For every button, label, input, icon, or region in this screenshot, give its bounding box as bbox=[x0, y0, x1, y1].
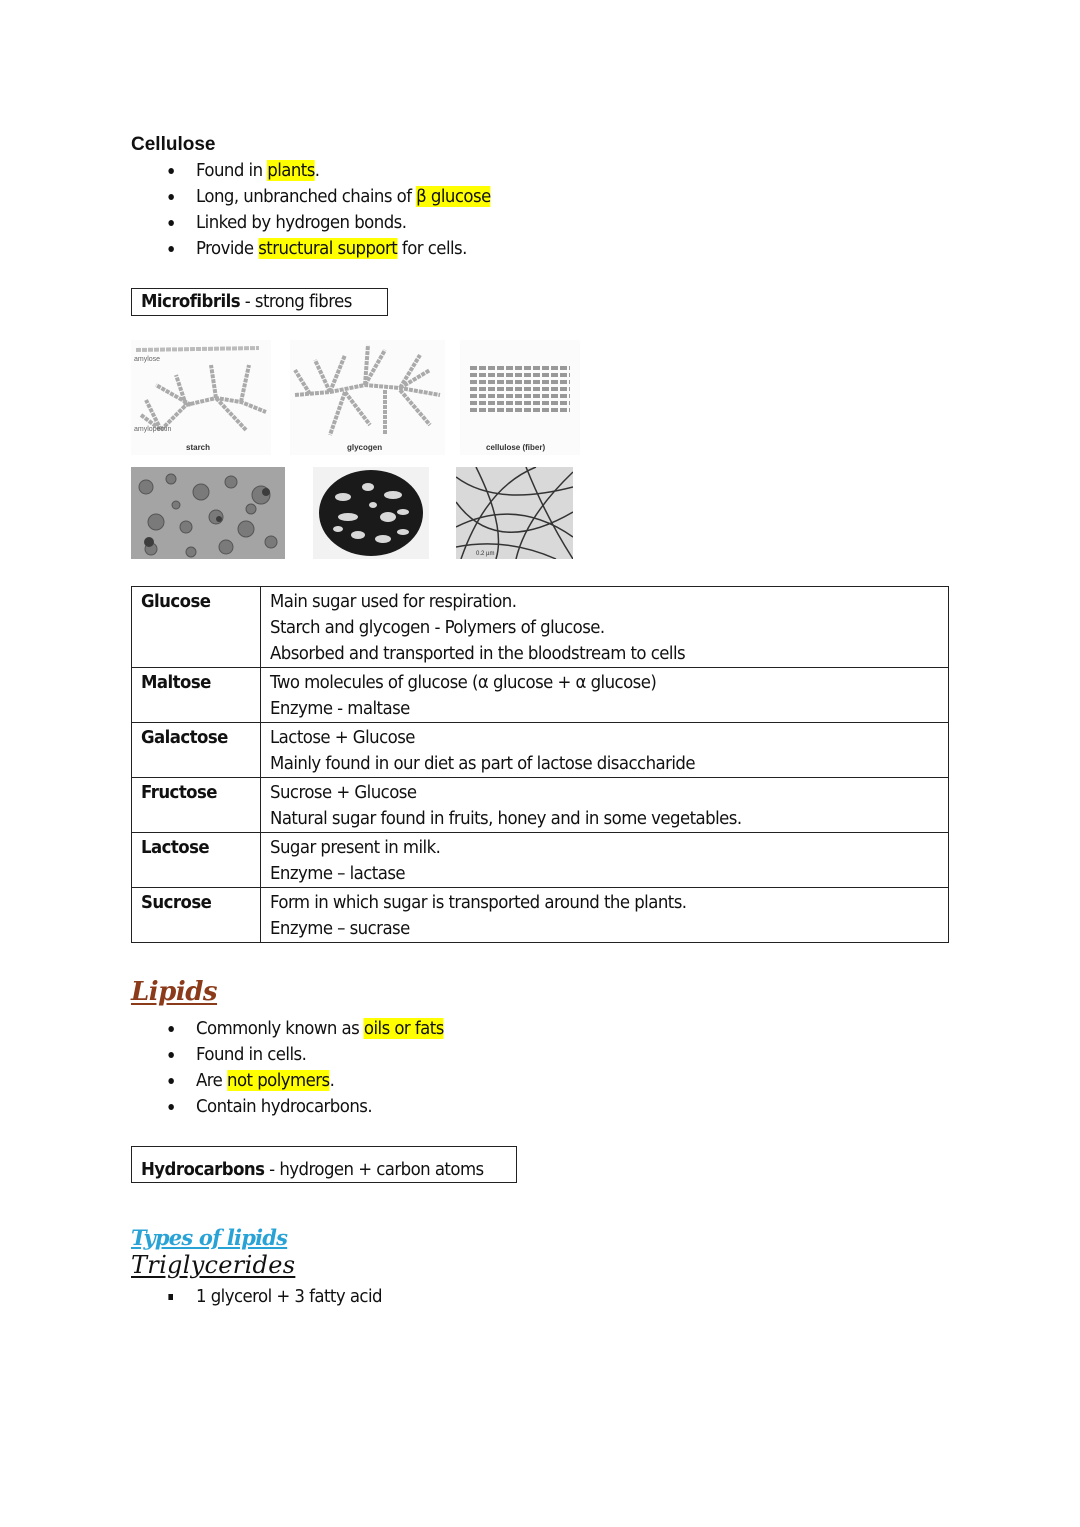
triglycerides-heading: Triglycerides bbox=[131, 1251, 296, 1279]
sugar-description-cell: Form in which sugar is transported around the plants. Enzyme – sucrase bbox=[261, 888, 949, 943]
definition-term: Microfibrils bbox=[141, 291, 241, 312]
cellulose-fiber-label: cellulose (fiber) bbox=[486, 443, 546, 452]
bullet-icon bbox=[168, 1052, 174, 1058]
sugar-description-cell: Main sugar used for respiration. Starch and glycogen - Polymers of glucose. Absorbed and transported in the bloodstream to cells bbox=[261, 587, 949, 668]
sugar-name-cell: Maltose bbox=[132, 668, 261, 723]
table-row bbox=[132, 888, 949, 943]
sugar-name-cell: Galactose bbox=[132, 723, 261, 778]
bullet-icon bbox=[168, 1104, 174, 1110]
highlight: not polymers bbox=[227, 1070, 330, 1091]
list-item: Found in plants. bbox=[196, 158, 491, 184]
highlight: structural support bbox=[258, 238, 398, 259]
cellulose-fibers-micrograph bbox=[456, 467, 573, 559]
starch-label: starch bbox=[186, 443, 211, 452]
hydrocarbons-definition-box bbox=[131, 1146, 517, 1183]
bullet-icon bbox=[168, 220, 174, 226]
sugar-name-cell: Glucose bbox=[132, 587, 261, 668]
cellulose-bullet-list bbox=[196, 158, 491, 262]
table-row bbox=[132, 778, 949, 833]
list-item: Contain hydrocarbons. bbox=[196, 1094, 444, 1120]
cellulose-heading: Cellulose bbox=[131, 134, 216, 155]
sugar-description-cell: Two molecules of glucose (α glucose + α glucose) Enzyme - maltase bbox=[261, 668, 949, 723]
glycogen-diagram bbox=[290, 340, 445, 455]
sugar-name-cell: Lactose bbox=[132, 833, 261, 888]
definition-term: Hydrocarbons bbox=[141, 1159, 265, 1180]
bullet-icon bbox=[168, 1078, 174, 1084]
list-item: Commonly known as oils or fats bbox=[196, 1016, 444, 1042]
square-bullet-icon bbox=[168, 1294, 173, 1300]
cellulose-fibers-image bbox=[456, 467, 573, 559]
sugars-table bbox=[131, 586, 949, 943]
glycogen-structure-icon bbox=[290, 340, 445, 455]
glycogen-label: glycogen bbox=[347, 443, 383, 452]
scale-bar-label: 0.2 µm bbox=[476, 551, 495, 557]
list-item: Long, unbranched chains of β glucose bbox=[196, 184, 491, 210]
starch-granules-micrograph bbox=[131, 467, 285, 559]
definition-text: - strong fibres bbox=[240, 291, 352, 312]
list-item: Found in cells. bbox=[196, 1042, 444, 1068]
lipids-bullet-list bbox=[196, 1016, 444, 1120]
types-of-lipids-heading: Types of lipids bbox=[131, 1225, 288, 1250]
table-row bbox=[132, 833, 949, 888]
highlight: plants bbox=[267, 160, 315, 181]
starch-granules-image bbox=[131, 467, 285, 559]
sugar-name-cell: Fructose bbox=[132, 778, 261, 833]
triglycerides-bullet-list bbox=[196, 1284, 382, 1310]
cellulose-structure-icon bbox=[460, 340, 580, 455]
microfibrils-definition-box bbox=[131, 288, 388, 316]
cellulose-diagram bbox=[460, 340, 580, 455]
definition-text: - hydrogen + carbon atoms bbox=[264, 1159, 484, 1180]
table-row bbox=[132, 668, 949, 723]
glycogen-cell-image bbox=[313, 467, 429, 559]
sugar-description-cell: Lactose + Glucose Mainly found in our diet as part of lactose disaccharide bbox=[261, 723, 949, 778]
table-row bbox=[132, 587, 949, 668]
starch-diagram bbox=[131, 340, 271, 455]
bullet-icon bbox=[168, 1026, 174, 1032]
list-item: Linked by hydrogen bonds. bbox=[196, 210, 491, 236]
sugar-description-cell: Sugar present in milk. Enzyme – lactase bbox=[261, 833, 949, 888]
list-item: Are not polymers. bbox=[196, 1068, 444, 1094]
highlight: β glucose bbox=[416, 186, 491, 207]
bullet-icon bbox=[168, 194, 174, 200]
sugar-name-cell: Sucrose bbox=[132, 888, 261, 943]
sugar-description-cell: Sucrose + Glucose Natural sugar found in fruits, honey and in some vegetables. bbox=[261, 778, 949, 833]
amylopectin-label: amylopectin bbox=[134, 426, 172, 433]
lipids-heading: Lipids bbox=[131, 977, 218, 1007]
glycogen-cell-micrograph bbox=[313, 467, 429, 559]
list-item: Provide structural support for cells. bbox=[196, 236, 491, 262]
bullet-icon bbox=[168, 246, 174, 252]
bullet-icon bbox=[168, 168, 174, 174]
highlight: oils or fats bbox=[363, 1018, 444, 1039]
amylose-label: amylose bbox=[134, 356, 161, 363]
list-item: 1 glycerol + 3 fatty acid bbox=[196, 1284, 382, 1310]
table-row bbox=[132, 723, 949, 778]
